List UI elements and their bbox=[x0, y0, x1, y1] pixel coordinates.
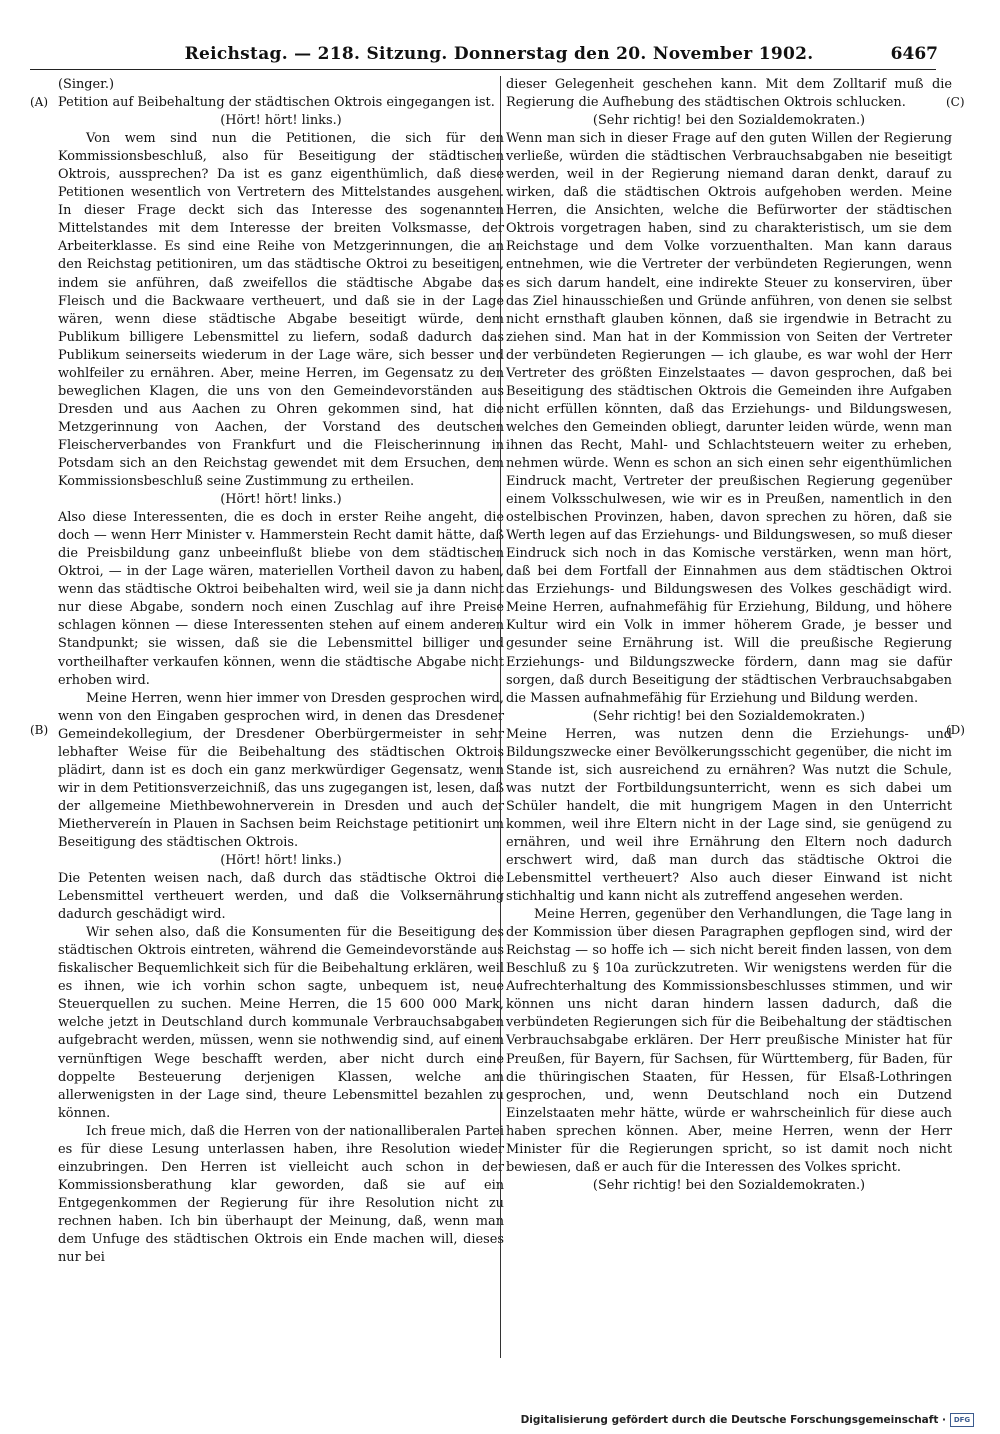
paragraph: Wenn man sich in dieser Frage auf den guten Willen der Regierung verließe, würden die städtischen Verbrauchsabgaben nie beseitigt werden, weil in der Regierung niemand daran denkt, darauf zu wirken, daß die städtischen Oktrois aufgehoben werden. Meine Herren, die Ansichten, welche die Befürworter der städtischen Oktrois vorgetragen haben, sind zu charakteristisch, um sie dem Reichstage und dem Volke vorzuenthalten. Man kann daraus entnehmen, wie die Vertreter der verbündeten Regierungen, wenn es sich darum handelt, eine indirekte Steuer zu konserviren, über das Ziel hinausschießen und Gründe anführen, von denen sie selbst nicht ernsthaft glauben können, daß sie irgendwie in Betracht zu ziehen sind. Man hat in der Kommission von Seiten der Vertreter der verbündeten Regierungen — ich glaube, es war wohl der Herr Vertreter des größten Einzelstaates — davon gesprochen, daß bei Beseitigung des städtischen Oktrois die Gemeinden ihre Aufgaben nicht erfüllen könnten, daß das Erziehungs- und Bildungswesen, welches den Gemeinden obliegt, darunter leiden würde, wenn man ihnen das Recht, Mahl- und Schlachtsteuern weiter zu erheben, nehmen würde. Wenn es schon an sich einen sehr eigenthümlichen Eindruck macht, Vertreter der preußischen Regierung gegenüber einem Volksschulwesen, wie wir es in Preußen, namentlich in den ostelbischen Provinzen, haben, davon sprechen zu hören, daß sie Werth legen auf das Erziehungs- und Bildungswesen, so muß dieser Eindruck sich noch in das Komische verstärken, wenn man hört, daß bei dem Fortfall der Einnahmen aus dem städtischen Oktroi das Erziehungs- und Bildungswesen des Volkes geschädigt wird. Meine Herren, aufnahmefähig für Erziehung, Bildung, und höhere Kultur wird ein Volk in immer höherem Grade, je besser und gesunder seine Ernährung ist. Will die preußische Regierung Erziehungs- und Bildungszwecke fördern, dann mag sie dafür sorgen, daß durch Beseitigung der städtischen Verbrauchsabgaben die Massen aufnahmefähig für Erziehung und Bildung werden. bbox=[506, 131, 952, 706]
paragraph: Meine Herren, was nutzen denn die Erziehungs- und Bildungszwecke einer Bevölkerungsschicht gegenüber, die nicht im Stande ist, sich ausreichend zu ernähren? Was nutzt die Schule, was nutzt der Fortbildungsunterricht, wenn es sich dabei um Schüler handelt, die mit hungrigem Magen in den Unterricht kommen, weil ihre Eltern nicht in der Lage sind, sie genügend zu ernähren, und weil ihre Ernährung den Eltern noch dadurch erschwert wird, daß man durch das städtische Oktroi die Lebensmittel vertheuert? Also auch dieser Einwand ist nicht stichhaltig und kann nicht als zutreffend angesehen werden. bbox=[506, 726, 952, 905]
interjection: (Hört! hört! links.) bbox=[220, 853, 342, 869]
page-title: Reichstag. — 218. Sitzung. Donnerstag den 20. November 1902. bbox=[184, 44, 814, 64]
column-divider bbox=[500, 76, 501, 1358]
paragraph: Petition auf Beibehaltung der städtischen Oktrois eingegangen ist. bbox=[58, 95, 495, 111]
paragraph: dieser Gelegenheit geschehen kann. Mit dem Zolltarif muß die Regierung die Aufhebung des städtischen Oktrois schlucken. bbox=[506, 77, 952, 111]
paragraph: (Singer.) bbox=[58, 77, 115, 92]
interjection: (Sehr richtig! bei den Sozialdemokraten.) bbox=[592, 113, 866, 129]
page-header bbox=[60, 44, 938, 70]
margin-marker-b: (B) bbox=[30, 723, 49, 737]
paragraph: Ich freue mich, daß die Herren von der nationalliberalen Partei es für diese Lesung unterlassen haben, ihre Resolution wieder einzubringen. Den Herren ist vielleicht auch schon in der Kommissionsberathung klar geworden, daß sie auf ein Entgegenkommen der Regierung für ihre Resolution nicht zu rechnen haben. Ich bin überhaupt der Meinung, daß, wenn man dem Unfuge des städtischen Oktrois ein Ende machen will, dieses nur bei bbox=[58, 1123, 504, 1266]
paragraph: Die Petenten weisen nach, daß durch das städtische Oktroi die Lebensmittel vertheuert werden, und daß die Volksernährung dadurch geschädigt wird. bbox=[58, 871, 504, 923]
margin-marker-a: (A) bbox=[30, 95, 49, 109]
left-column bbox=[58, 76, 504, 1267]
interjection: (Hört! hört! links.) bbox=[220, 492, 342, 508]
right-column bbox=[506, 76, 952, 1195]
paragraph: Meine Herren, wenn hier immer von Dresden gesprochen wird, wenn von den Eingaben gesprochen wird, in denen das Dresdener Gemeindekollegium, der Dresdener Oberbürgermeister in sehr lebhafter Weise für die Beibehaltung des städtischen Oktrois plädirt, dann ist es doch ein ganz merkwürdiger Gegensatz, wenn wir in dem Petitionsverzeichniß, das uns zugegangen ist, lesen, daß der allgemeine Miethbewohnerverein in Dresden und auch der Miethervereín in Plauen in Sachsen beim Reichstage petitionirt um Beseitigung des städtischen Oktrois. bbox=[58, 690, 504, 850]
interjection: (Sehr richtig! bei den Sozialdemokraten.) bbox=[592, 1177, 866, 1193]
footer-credit: Digitalisierung gefördert durch die Deutsche Forschungsgemeinschaft · bbox=[520, 1414, 946, 1426]
paragraph: Wir sehen also, daß die Konsumenten für die Beseitigung des städtischen Oktrois eintreten, während die Gemeindevorstände aus fiskalischer Bequemlichkeit sich für die Beibehaltung erklären, weil es ihnen, wie ich vorhin schon sagte, unbequem ist, neue Steuerquellen zu suchen. Meine Herren, die 15 600 000 Mark, welche jetzt in Deutschland durch kommunale Verbrauchsabgaben aufgebracht werden, müssen, wenn sie nothwendig sind, auf einem vernünftigen Wege beschafft werden, aber nicht durch eine doppelte Besteuerung derjenigen Klassen, welche am allerwenigsten in der Lage sind, theure Lebensmittel bezahlen zu können. bbox=[58, 925, 504, 1121]
header-rule bbox=[30, 69, 936, 70]
interjection: (Hört! hört! links.) bbox=[220, 113, 342, 129]
interjection: (Sehr richtig! bei den Sozialdemokraten.) bbox=[592, 708, 866, 724]
paragraph: Meine Herren, gegenüber den Verhandlungen, die Tage lang in der Kommission über diesen Paragraphen gepflogen sind, wird der Reichstag — so hoffe ich — sich nicht bereit finden lassen, von dem Beschluß zu § 10a zurückzutreten. Wir wenigstens werden für die Aufrechterhaltung des Kommissionsbeschlusses stimmen, und wir können uns nicht daran hindern lassen dadurch, daß die verbündeten Regierungen sich für die Beibehaltung der städtischen Verbrauchsabgabe erklären. Der Herr preußische Minister hat für Preußen, für Bayern, für Sachsen, für Württemberg, für Baden, für die thüringischen Staaten, für Hessen, für Elsaß-Lothringen gesprochen, und, wenn Deutschland noch ein Dutzend Einzelstaaten mehr hätte, würde er wahrscheinlich für diese auch haben sprechen können. Aber, meine Herren, wenn der Herr Minister für die Regierungen spricht, so ist damit noch nicht bewiesen, daß er auch für die Interessen des Volkes spricht. bbox=[506, 907, 952, 1175]
margin-marker-c: (C) bbox=[946, 95, 965, 109]
paragraph: Von wem sind nun die Petitionen, die sich für den Kommissionsbeschluß, also für Beseitigung der städtischen Oktrois, aussprechen? Da ist es ganz eigenthümlich, daß diese Petitionen wesentlich von Vertretern des Mittelstandes ausgehen. In dieser Frage deckt sich das Interesse des sogenannten Mittelstandes mit dem Interesse der breiten Volksmasse, der Arbeiterklasse. Es sind eine Reihe von Metzgerinnungen, die an den Reichstag petitioniren, um das städtische Oktroi zu beseitigen, indem sie anführen, daß zweifellos die städtische Abgabe das Fleisch und die Backwaare vertheuert, und daß sie in der Lage wären, wenn diese städtische Abgabe beseitigt würde, dem Publikum billigere Lebensmittel zu liefern, sodaß dadurch das Publikum seinerseits wiederum in der Lage wäre, sich besser und wohlfeiler zu ernähren. Aber, meine Herren, im Gegensatz zu den beweglichen Klagen, die uns von den Gemeindevorständen aus Dresden und aus Aachen zu Ohren gekommen sind, hat die Metzgerinnung von Aachen, der Vorstand des deutschen Fleischerverbandes von Frankfurt und die Fleischerinnung in Potsdam sich an den Reichstag gewendet mit dem Ersuchen, dem Kommissionsbeschluß seine Zustimmung zu ertheilen. bbox=[58, 131, 504, 490]
footer bbox=[521, 1413, 974, 1427]
margin-marker-d: (D) bbox=[946, 723, 965, 737]
paragraph: Also diese Interessenten, die es doch in erster Reihe angeht, die doch — wenn Herr Minister v. Hammerstein Recht damit hätte, daß die Preisbildung ganz unbeeinflußt bliebe von dem städtischen Oktroi, — in der Lage wären, materiellen Vortheil davon zu haben, wenn das städtische Oktroi beibehalten wird, weil sie ja dann nicht nur diese Abgabe, sondern noch einen Zuschlag auf ihre Preise schlagen können — diese Interessenten stehen auf einem anderen Standpunkt; sie wissen, daß sie die Lebensmittel billiger und vortheilhafter verkaufen können, wenn die städtische Abgabe nicht erhoben wird. bbox=[58, 510, 504, 688]
dfg-logo: DFG bbox=[950, 1413, 974, 1427]
page-number: 6467 bbox=[890, 44, 938, 64]
